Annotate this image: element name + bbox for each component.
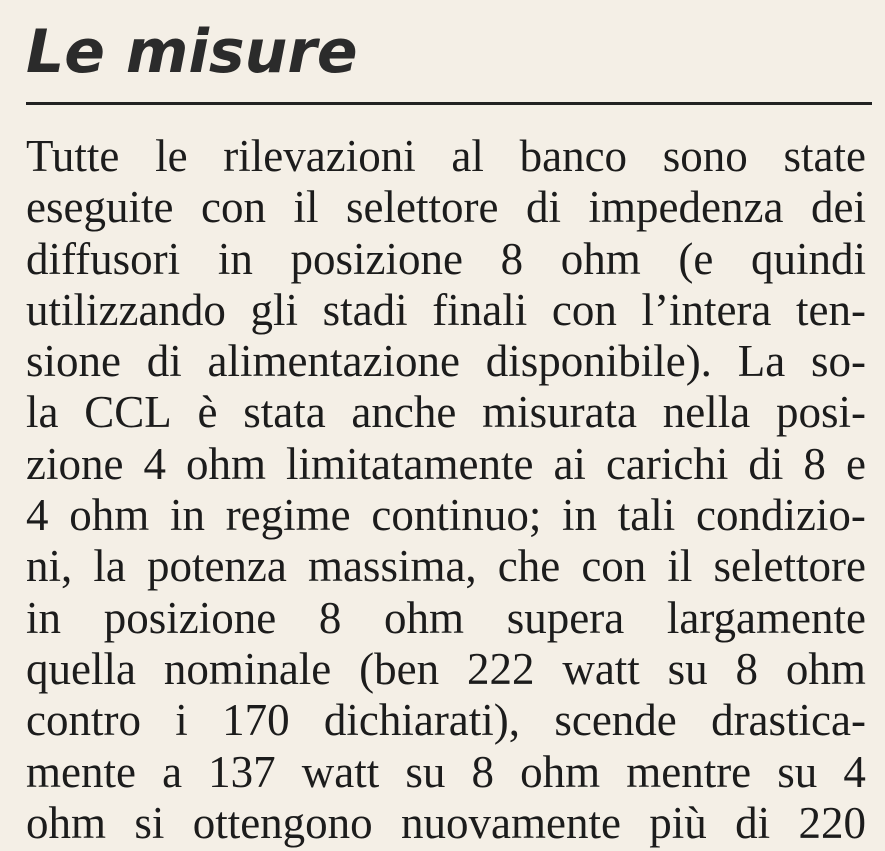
body-line: in posizione 8 ohm supera largamente [26, 592, 866, 643]
body-line: mente a 137 watt su 8 ohm mentre su 4 [26, 746, 866, 797]
body-line: eseguite con il selettore di impedenza dei [26, 182, 866, 233]
heading-divider [26, 102, 872, 105]
body-line: zione 4 ohm limitatamente ai carichi di 8 e [26, 438, 866, 489]
body-line: utilizzando gli stadi finali con l’intera ten- [26, 284, 866, 335]
article-body [26, 131, 866, 849]
body-line: Tutte le rilevazioni al banco sono state [26, 131, 866, 181]
body-line: la CCL è stata anche misurata nella posi- [26, 387, 866, 438]
body-line: sione di alimentazione disponibile). La so- [26, 336, 866, 387]
body-line: quella nominale (ben 222 watt su 8 ohm [26, 643, 866, 694]
body-line: 4 ohm in regime continuo; in tali condizio- [26, 490, 866, 541]
section-heading: Le misure [26, 17, 358, 87]
body-line: ohm si ottengono nuovamente più di 220 [26, 797, 866, 848]
body-line: diffusori in posizione 8 ohm (e quindi [26, 233, 866, 284]
body-line: ni, la potenza massima, che con il selettore [26, 541, 866, 592]
body-line: contro i 170 dichiarati), scende drastica- [26, 695, 866, 746]
